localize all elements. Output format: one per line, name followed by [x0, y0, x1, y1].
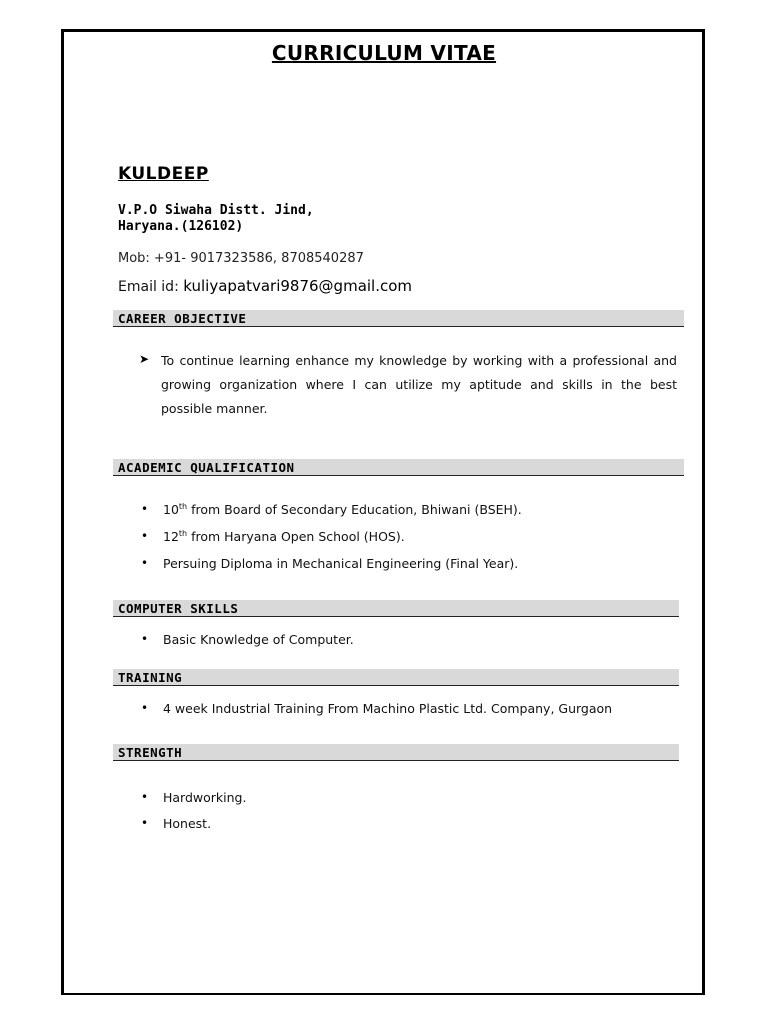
- section-title: ACADEMIC QUALIFICATION: [118, 460, 295, 475]
- list-item: Persuing Diploma in Mechanical Engineering (Final Year).: [163, 556, 519, 571]
- section-title: CAREER OBJECTIVE: [118, 311, 247, 326]
- list-item: 10th from Board of Secondary Education, Bhiwani (BSEH).: [163, 502, 522, 517]
- section-header-academic: [113, 459, 684, 476]
- list-item: Honest.: [163, 816, 212, 831]
- bullet-icon: •: [141, 529, 149, 543]
- list-item: Basic Knowledge of Computer.: [163, 632, 354, 647]
- email-row: [118, 277, 412, 295]
- section-title: COMPUTER SKILLS: [118, 601, 239, 616]
- career-objective-text: To continue learning enhance my knowledge by working with a professional and growing organization where I can utilize my aptitude and skills in the best possible manner.: [161, 353, 677, 416]
- bullet-icon: •: [141, 701, 149, 715]
- mobile-numbers: Mob: +91- 9017323586, 8708540287: [118, 251, 364, 266]
- document-title: CURRICULUM VITAE: [271, 41, 497, 65]
- section-header-computer-skills: [113, 600, 679, 617]
- list-item: Hardworking.: [163, 790, 247, 805]
- email-address: kuliyapatvari9876@gmail.com: [183, 277, 413, 295]
- address-line-2: Haryana.(126102): [118, 219, 244, 234]
- list-item: 4 week Industrial Training From Machino Plastic Ltd. Company, Gurgaon: [163, 701, 613, 716]
- section-header-career-objective: [113, 310, 684, 327]
- candidate-name: KULDEEP: [118, 164, 209, 184]
- bullet-icon: •: [141, 632, 149, 646]
- bullet-icon: •: [141, 556, 149, 570]
- section-title: TRAINING: [118, 670, 183, 685]
- section-header-training: [113, 669, 679, 686]
- bullet-icon: •: [141, 790, 149, 804]
- list-item: 12th from Haryana Open School (HOS).: [163, 529, 405, 544]
- arrow-bullet-icon: ➤: [139, 352, 150, 366]
- address-line-1: V.P.O Siwaha Distt. Jind,: [118, 203, 314, 218]
- section-header-strength: [113, 744, 679, 761]
- bullet-icon: •: [141, 502, 149, 516]
- section-title: STRENGTH: [118, 745, 183, 760]
- bullet-icon: •: [141, 816, 149, 830]
- email-label: Email id:: [118, 279, 184, 295]
